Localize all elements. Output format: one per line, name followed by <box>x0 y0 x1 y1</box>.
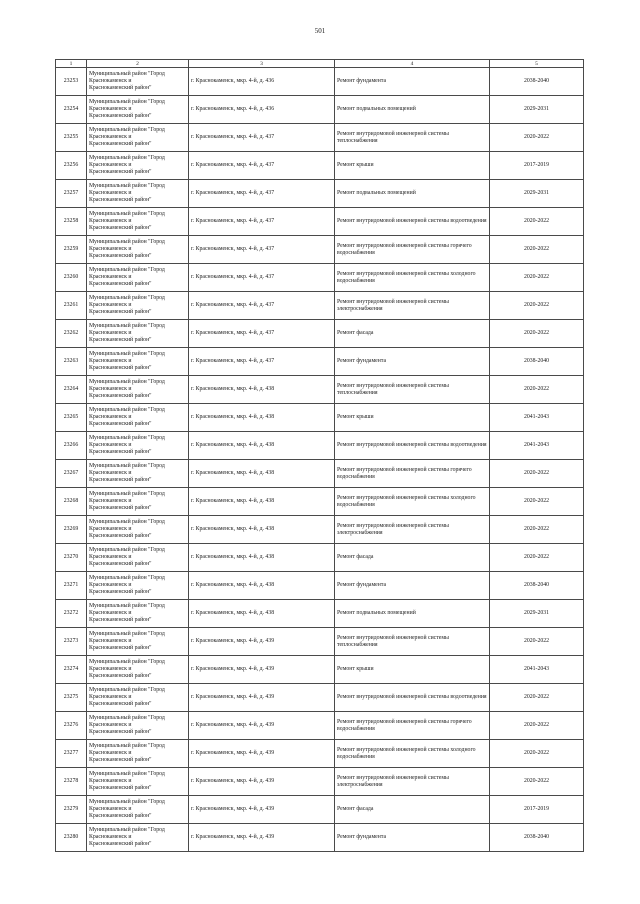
municipality-cell <box>87 264 189 292</box>
municipality-line: Муниципальный район "Город <box>89 715 165 722</box>
work-type-cell: Ремонт внутридомовой инженерной системы горячего водоснабжения <box>335 460 490 488</box>
municipality-line: Краснокаменск и <box>89 442 132 449</box>
work-type-cell: Ремонт подвальных помещений <box>335 180 490 208</box>
municipality-line: Краснокаменский район" <box>89 224 152 231</box>
work-type-cell: Ремонт крыши <box>335 152 490 180</box>
work-type-cell: Ремонт фасада <box>335 796 490 824</box>
table-row <box>56 488 584 516</box>
period-cell: 2041-2043 <box>490 432 584 460</box>
table-row <box>56 348 584 376</box>
municipality-line: Краснокаменский район" <box>89 84 152 91</box>
row-number-cell: 23280 <box>56 824 87 852</box>
address-cell: г. Краснокаменск, мкр. 4-й, д. 437 <box>189 208 335 236</box>
work-type-cell: Ремонт внутридомовой инженерной системы электроснабжения <box>335 516 490 544</box>
row-number-cell: 23268 <box>56 488 87 516</box>
municipality-line: Муниципальный район "Город <box>89 659 165 666</box>
period-cell: 2020-2022 <box>490 124 584 152</box>
period-cell: 2041-2043 <box>490 404 584 432</box>
period-cell: 2020-2022 <box>490 712 584 740</box>
municipality-cell <box>87 96 189 124</box>
table-row <box>56 796 584 824</box>
work-type-cell: Ремонт внутридомовой инженерной системы горячего водоснабжения <box>335 236 490 264</box>
work-type-cell: Ремонт фасада <box>335 320 490 348</box>
column-header-5: 5 <box>490 60 584 68</box>
table-row <box>56 460 584 488</box>
municipality-cell <box>87 740 189 768</box>
municipality-line: Муниципальный район "Город <box>89 799 165 806</box>
period-cell: 2038-2040 <box>490 348 584 376</box>
period-cell: 2038-2040 <box>490 824 584 852</box>
address-cell: г. Краснокаменск, мкр. 4-й, д. 439 <box>189 684 335 712</box>
municipality-line: Краснокаменск и <box>89 190 132 197</box>
work-type-cell: Ремонт фундамента <box>335 68 490 96</box>
address-cell: г. Краснокаменск, мкр. 4-й, д. 437 <box>189 152 335 180</box>
work-type-cell: Ремонт внутридомовой инженерной системы электроснабжения <box>335 768 490 796</box>
municipality-line: Краснокаменский район" <box>89 364 152 371</box>
municipality-line: Муниципальный район "Город <box>89 211 165 218</box>
municipality-line: Краснокаменск и <box>89 330 132 337</box>
address-cell: г. Краснокаменск, мкр. 4-й, д. 439 <box>189 740 335 768</box>
table-row <box>56 152 584 180</box>
column-header-3: 3 <box>189 60 335 68</box>
address-cell: г. Краснокаменск, мкр. 4-й, д. 439 <box>189 768 335 796</box>
municipality-line: Краснокаменский район" <box>89 420 152 427</box>
work-type-cell: Ремонт фундамента <box>335 572 490 600</box>
municipality-line: Краснокаменск и <box>89 134 132 141</box>
period-cell: 2020-2022 <box>490 208 584 236</box>
period-cell: 2020-2022 <box>490 292 584 320</box>
address-cell: г. Краснокаменск, мкр. 4-й, д. 439 <box>189 628 335 656</box>
table-body <box>56 68 584 852</box>
table-row <box>56 712 584 740</box>
municipality-cell <box>87 180 189 208</box>
municipality-line: Муниципальный район "Город <box>89 435 165 442</box>
municipality-line: Краснокаменск и <box>89 778 132 785</box>
municipality-line: Краснокаменск и <box>89 386 132 393</box>
municipality-line: Краснокаменский район" <box>89 196 152 203</box>
table-header <box>56 60 584 68</box>
period-cell: 2020-2022 <box>490 684 584 712</box>
row-number-cell: 23255 <box>56 124 87 152</box>
address-cell: г. Краснокаменск, мкр. 4-й, д. 439 <box>189 656 335 684</box>
row-number-cell: 23275 <box>56 684 87 712</box>
municipality-line: Муниципальный район "Город <box>89 295 165 302</box>
table-row <box>56 236 584 264</box>
municipality-cell <box>87 404 189 432</box>
address-cell: г. Краснокаменск, мкр. 4-й, д. 438 <box>189 572 335 600</box>
address-cell: г. Краснокаменск, мкр. 4-й, д. 438 <box>189 600 335 628</box>
municipality-line: Краснокаменский район" <box>89 308 152 315</box>
row-number-cell: 23269 <box>56 516 87 544</box>
row-number-cell: 23277 <box>56 740 87 768</box>
municipality-cell <box>87 376 189 404</box>
municipality-line: Муниципальный район "Город <box>89 631 165 638</box>
period-cell: 2020-2022 <box>490 460 584 488</box>
municipality-line: Краснокаменск и <box>89 722 132 729</box>
table-row <box>56 824 584 852</box>
period-cell: 2020-2022 <box>490 320 584 348</box>
row-number-cell: 23278 <box>56 768 87 796</box>
address-cell: г. Краснокаменск, мкр. 4-й, д. 438 <box>189 488 335 516</box>
municipality-line: Муниципальный район "Город <box>89 827 165 834</box>
municipality-line: Муниципальный район "Город <box>89 547 165 554</box>
row-number-cell: 23254 <box>56 96 87 124</box>
column-number-row <box>56 60 584 68</box>
table-row <box>56 96 584 124</box>
address-cell: г. Краснокаменск, мкр. 4-й, д. 438 <box>189 516 335 544</box>
work-type-cell: Ремонт крыши <box>335 404 490 432</box>
municipality-line: Краснокаменский район" <box>89 784 152 791</box>
municipality-line: Муниципальный район "Город <box>89 463 165 470</box>
municipality-line: Краснокаменский район" <box>89 840 152 847</box>
municipality-line: Краснокаменск и <box>89 162 132 169</box>
row-number-cell: 23256 <box>56 152 87 180</box>
municipality-line: Муниципальный район "Город <box>89 351 165 358</box>
row-number-cell: 23253 <box>56 68 87 96</box>
period-cell: 2038-2040 <box>490 572 584 600</box>
municipality-line: Муниципальный район "Город <box>89 743 165 750</box>
municipality-line: Краснокаменск и <box>89 638 132 645</box>
period-cell: 2029-2031 <box>490 96 584 124</box>
period-cell: 2017-2019 <box>490 796 584 824</box>
municipality-line: Муниципальный район "Город <box>89 183 165 190</box>
address-cell: г. Краснокаменск, мкр. 4-й, д. 437 <box>189 264 335 292</box>
municipality-line: Краснокаменск и <box>89 78 132 85</box>
municipality-line: Муниципальный район "Город <box>89 323 165 330</box>
table-row <box>56 544 584 572</box>
row-number-cell: 23267 <box>56 460 87 488</box>
municipality-line: Муниципальный район "Город <box>89 491 165 498</box>
municipality-line: Муниципальный район "Город <box>89 99 165 106</box>
municipality-line: Краснокаменск и <box>89 806 132 813</box>
municipality-line: Краснокаменский район" <box>89 588 152 595</box>
municipality-cell <box>87 628 189 656</box>
table-row <box>56 124 584 152</box>
municipality-line: Краснокаменский район" <box>89 448 152 455</box>
municipality-line: Муниципальный район "Город <box>89 127 165 134</box>
municipality-cell <box>87 320 189 348</box>
municipality-line: Краснокаменский район" <box>89 756 152 763</box>
address-cell: г. Краснокаменск, мкр. 4-й, д. 437 <box>189 124 335 152</box>
municipality-line: Краснокаменский район" <box>89 700 152 707</box>
municipality-line: Краснокаменский район" <box>89 280 152 287</box>
table-row <box>56 432 584 460</box>
column-header-1: 1 <box>56 60 87 68</box>
work-type-cell: Ремонт внутридомовой инженерной системы водоотведения <box>335 432 490 460</box>
municipality-cell <box>87 460 189 488</box>
municipality-line: Краснокаменск и <box>89 694 132 701</box>
row-number-cell: 23270 <box>56 544 87 572</box>
municipality-line: Краснокаменский район" <box>89 504 152 511</box>
address-cell: г. Краснокаменск, мкр. 4-й, д. 437 <box>189 180 335 208</box>
address-cell: г. Краснокаменск, мкр. 4-й, д. 439 <box>189 824 335 852</box>
row-number-cell: 23272 <box>56 600 87 628</box>
period-cell: 2029-2031 <box>490 600 584 628</box>
row-number-cell: 23264 <box>56 376 87 404</box>
municipality-line: Краснокаменск и <box>89 666 132 673</box>
row-number-cell: 23263 <box>56 348 87 376</box>
table-row <box>56 572 584 600</box>
address-cell: г. Краснокаменск, мкр. 4-й, д. 438 <box>189 460 335 488</box>
period-cell: 2020-2022 <box>490 516 584 544</box>
municipality-line: Краснокаменск и <box>89 498 132 505</box>
work-type-cell: Ремонт внутридомовой инженерной системы теплоснабжения <box>335 124 490 152</box>
period-cell: 2020-2022 <box>490 236 584 264</box>
municipality-cell <box>87 124 189 152</box>
row-number-cell: 23260 <box>56 264 87 292</box>
work-type-cell: Ремонт крыши <box>335 656 490 684</box>
work-type-cell: Ремонт внутридомовой инженерной системы электроснабжения <box>335 292 490 320</box>
row-number-cell: 23279 <box>56 796 87 824</box>
address-cell: г. Краснокаменск, мкр. 4-й, д. 438 <box>189 404 335 432</box>
work-type-cell: Ремонт внутридомовой инженерной системы теплоснабжения <box>335 376 490 404</box>
period-cell: 2041-2043 <box>490 656 584 684</box>
municipality-cell <box>87 516 189 544</box>
address-cell: г. Краснокаменск, мкр. 4-й, д. 437 <box>189 320 335 348</box>
municipality-line: Краснокаменск и <box>89 302 132 309</box>
address-cell: г. Краснокаменск, мкр. 4-й, д. 438 <box>189 544 335 572</box>
address-cell: г. Краснокаменск, мкр. 4-й, д. 439 <box>189 712 335 740</box>
municipality-line: Краснокаменский район" <box>89 112 152 119</box>
municipality-cell <box>87 68 189 96</box>
table-row <box>56 768 584 796</box>
period-cell: 2029-2031 <box>490 180 584 208</box>
municipality-cell <box>87 432 189 460</box>
municipality-line: Краснокаменск и <box>89 554 132 561</box>
municipality-line: Краснокаменский район" <box>89 728 152 735</box>
work-type-cell: Ремонт фасада <box>335 544 490 572</box>
column-header-4: 4 <box>335 60 490 68</box>
table-row <box>56 516 584 544</box>
address-cell: г. Краснокаменск, мкр. 4-й, д. 436 <box>189 96 335 124</box>
row-number-cell: 23265 <box>56 404 87 432</box>
municipality-line: Краснокаменск и <box>89 582 132 589</box>
period-cell: 2038-2040 <box>490 68 584 96</box>
row-number-cell: 23271 <box>56 572 87 600</box>
row-number-cell: 23261 <box>56 292 87 320</box>
address-cell: г. Краснокаменск, мкр. 4-й, д. 437 <box>189 348 335 376</box>
row-number-cell: 23276 <box>56 712 87 740</box>
municipality-line: Краснокаменск и <box>89 610 132 617</box>
row-number-cell: 23273 <box>56 628 87 656</box>
address-cell: г. Краснокаменск, мкр. 4-й, д. 437 <box>189 236 335 264</box>
municipality-cell <box>87 488 189 516</box>
work-type-cell: Ремонт подвальных помещений <box>335 600 490 628</box>
table-row <box>56 292 584 320</box>
municipality-line: Краснокаменск и <box>89 358 132 365</box>
municipality-cell <box>87 348 189 376</box>
municipality-line: Краснокаменск и <box>89 246 132 253</box>
period-cell: 2020-2022 <box>490 488 584 516</box>
municipality-cell <box>87 768 189 796</box>
page-number: 501 <box>314 27 326 35</box>
municipality-line: Муниципальный район "Город <box>89 379 165 386</box>
municipality-cell <box>87 572 189 600</box>
period-cell: 2017-2019 <box>490 152 584 180</box>
municipality-line: Краснокаменск и <box>89 750 132 757</box>
table-row <box>56 68 584 96</box>
work-type-cell: Ремонт внутридомовой инженерной системы холодного водоснабжения <box>335 264 490 292</box>
row-number-cell: 23274 <box>56 656 87 684</box>
period-cell: 2020-2022 <box>490 544 584 572</box>
column-header-2: 2 <box>87 60 189 68</box>
period-cell: 2020-2022 <box>490 628 584 656</box>
period-cell: 2020-2022 <box>490 740 584 768</box>
municipality-line: Краснокаменский район" <box>89 252 152 259</box>
table-row <box>56 180 584 208</box>
municipality-line: Муниципальный район "Город <box>89 519 165 526</box>
municipality-line: Краснокаменск и <box>89 274 132 281</box>
municipality-cell <box>87 796 189 824</box>
municipality-cell <box>87 824 189 852</box>
row-number-cell: 23262 <box>56 320 87 348</box>
address-cell: г. Краснокаменск, мкр. 4-й, д. 438 <box>189 376 335 404</box>
municipality-line: Краснокаменск и <box>89 834 132 841</box>
municipality-line: Краснокаменский район" <box>89 616 152 623</box>
municipality-line: Краснокаменский район" <box>89 672 152 679</box>
table-row <box>56 320 584 348</box>
row-number-cell: 23258 <box>56 208 87 236</box>
municipality-line: Краснокаменск и <box>89 526 132 533</box>
table-row <box>56 404 584 432</box>
municipality-line: Краснокаменск и <box>89 218 132 225</box>
address-cell: г. Краснокаменск, мкр. 4-й, д. 437 <box>189 292 335 320</box>
municipality-line: Муниципальный район "Город <box>89 407 165 414</box>
municipality-cell <box>87 292 189 320</box>
row-number-cell: 23257 <box>56 180 87 208</box>
municipality-cell <box>87 236 189 264</box>
municipality-line: Краснокаменский район" <box>89 476 152 483</box>
work-type-cell: Ремонт фундамента <box>335 824 490 852</box>
municipality-line: Муниципальный район "Город <box>89 771 165 778</box>
municipality-line: Краснокаменский район" <box>89 336 152 343</box>
municipality-cell <box>87 208 189 236</box>
work-type-cell: Ремонт внутридомовой инженерной системы водоотведения <box>335 684 490 712</box>
address-cell: г. Краснокаменск, мкр. 4-й, д. 436 <box>189 68 335 96</box>
work-type-cell: Ремонт подвальных помещений <box>335 96 490 124</box>
work-type-cell: Ремонт фундамента <box>335 348 490 376</box>
period-cell: 2020-2022 <box>490 376 584 404</box>
municipality-line: Муниципальный район "Город <box>89 239 165 246</box>
work-type-cell: Ремонт внутридомовой инженерной системы холодного водоснабжения <box>335 740 490 768</box>
address-cell: г. Краснокаменск, мкр. 4-й, д. 438 <box>189 432 335 460</box>
municipality-cell <box>87 656 189 684</box>
table-row <box>56 656 584 684</box>
table-row <box>56 628 584 656</box>
municipality-line: Муниципальный район "Город <box>89 155 165 162</box>
table-row <box>56 264 584 292</box>
table-row <box>56 208 584 236</box>
period-cell: 2020-2022 <box>490 768 584 796</box>
table-row <box>56 376 584 404</box>
repair-schedule-table <box>55 59 584 852</box>
municipality-line: Муниципальный район "Город <box>89 267 165 274</box>
period-cell: 2020-2022 <box>490 264 584 292</box>
table-row <box>56 684 584 712</box>
municipality-line: Муниципальный район "Город <box>89 71 165 78</box>
table-row <box>56 740 584 768</box>
municipality-line: Краснокаменский район" <box>89 812 152 819</box>
municipality-line: Краснокаменский район" <box>89 168 152 175</box>
municipality-line: Краснокаменск и <box>89 414 132 421</box>
municipality-cell <box>87 544 189 572</box>
municipality-line: Краснокаменский район" <box>89 644 152 651</box>
work-type-cell: Ремонт внутридомовой инженерной системы водоотведения <box>335 208 490 236</box>
municipality-line: Муниципальный район "Город <box>89 687 165 694</box>
row-number-cell: 23266 <box>56 432 87 460</box>
work-type-cell: Ремонт внутридомовой инженерной системы горячего водоснабжения <box>335 712 490 740</box>
address-cell: г. Краснокаменск, мкр. 4-й, д. 439 <box>189 796 335 824</box>
municipality-line: Муниципальный район "Город <box>89 603 165 610</box>
municipality-line: Краснокаменск и <box>89 106 132 113</box>
municipality-cell <box>87 152 189 180</box>
municipality-line: Краснокаменский район" <box>89 532 152 539</box>
municipality-line: Краснокаменский район" <box>89 392 152 399</box>
municipality-cell <box>87 684 189 712</box>
work-type-cell: Ремонт внутридомовой инженерной системы теплоснабжения <box>335 628 490 656</box>
municipality-cell <box>87 712 189 740</box>
municipality-line: Краснокаменский район" <box>89 140 152 147</box>
row-number-cell: 23259 <box>56 236 87 264</box>
municipality-line: Краснокаменск и <box>89 470 132 477</box>
table-row <box>56 600 584 628</box>
municipality-line: Краснокаменский район" <box>89 560 152 567</box>
work-type-cell: Ремонт внутридомовой инженерной системы холодного водоснабжения <box>335 488 490 516</box>
municipality-line: Муниципальный район "Город <box>89 575 165 582</box>
municipality-cell <box>87 600 189 628</box>
